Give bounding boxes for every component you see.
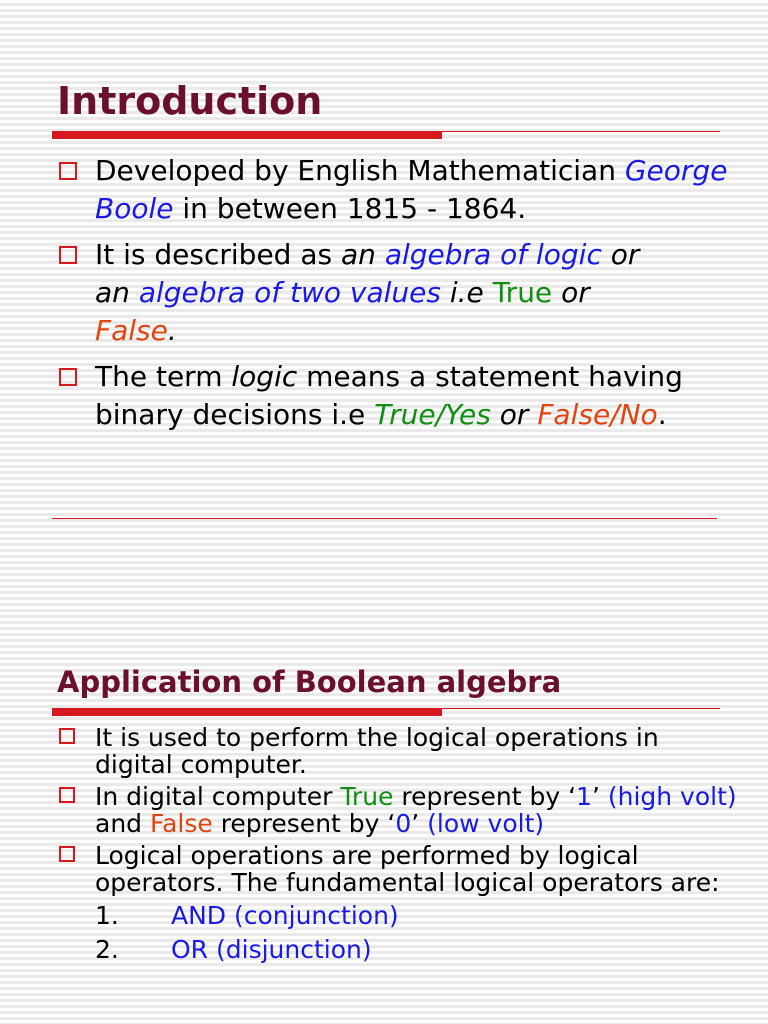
highlight-term: algebra of logic: [384, 238, 602, 271]
bullet-item: [57, 724, 737, 778]
hollow-square-bullet-icon: [59, 846, 75, 862]
text: logic: [231, 360, 298, 393]
title-underline-thick: [52, 708, 442, 716]
text: Developed by English Mathematician: [95, 154, 625, 187]
text: or: [610, 238, 640, 271]
text: represent by ‘: [212, 809, 396, 838]
text: or: [490, 398, 538, 431]
low-volt-note: (low volt): [427, 809, 545, 838]
text: In digital computer: [95, 782, 341, 811]
bullet-item: [57, 152, 737, 228]
true-term: True: [340, 782, 394, 811]
text: in between 1815 - 1864.: [173, 192, 527, 225]
bullet-item: [57, 358, 737, 434]
operator-number: 1.: [95, 901, 119, 930]
false-term: False: [149, 809, 213, 838]
operator-item: [95, 936, 737, 964]
text: The term: [95, 360, 232, 393]
false-term: False: [95, 314, 168, 347]
highlight-name: George Boole: [95, 154, 728, 225]
slide-divider-line: [52, 518, 717, 519]
operator-item: [95, 902, 737, 930]
text: an: [341, 238, 376, 271]
text: .: [657, 398, 667, 431]
operator-label: AND (conjunction): [171, 901, 399, 930]
true-term: True/Yes: [374, 398, 491, 431]
value-one: 1: [576, 782, 592, 811]
value-zero: 0: [395, 809, 412, 838]
operator-label: OR (disjunction): [171, 935, 372, 964]
operator-list: [95, 902, 737, 964]
text: means a statement having binary decisions i.e: [95, 360, 683, 431]
slide-title-application: Application of Boolean algebra: [57, 665, 562, 699]
hollow-square-bullet-icon: [59, 728, 75, 744]
hollow-square-bullet-icon: [59, 246, 77, 264]
true-term: True: [492, 276, 553, 309]
text: ’: [411, 809, 428, 838]
title-underline-thin: [442, 708, 720, 709]
bullet-item: [57, 236, 737, 350]
bullet-item: [57, 842, 737, 964]
text: It is used to perform the logical operations in digital computer.: [95, 723, 659, 779]
title-underline-thin: [442, 131, 720, 132]
text: .: [167, 314, 177, 347]
text: It is described as: [95, 238, 341, 271]
false-term: False/No: [537, 398, 658, 431]
introduction-bullet-list: [57, 152, 737, 442]
hollow-square-bullet-icon: [59, 368, 77, 386]
bullet-item: [57, 783, 737, 837]
text: represent by ‘: [393, 782, 577, 811]
text: and: [95, 809, 150, 838]
hollow-square-bullet-icon: [59, 787, 75, 803]
application-bullet-list: [57, 724, 737, 970]
text: Logical operations are performed by logical operators. The fundamental logical operators are:: [95, 841, 720, 897]
highlight-term: algebra of two values: [138, 276, 441, 309]
text: an: [95, 276, 130, 309]
high-volt-note: (high volt): [607, 782, 737, 811]
hollow-square-bullet-icon: [59, 162, 77, 180]
slide-title-introduction: Introduction: [57, 79, 323, 123]
text: or: [561, 276, 590, 309]
text: i.e: [449, 276, 484, 309]
operator-number: 2.: [95, 935, 119, 964]
text: ’: [591, 782, 608, 811]
title-underline-thick: [52, 131, 442, 139]
